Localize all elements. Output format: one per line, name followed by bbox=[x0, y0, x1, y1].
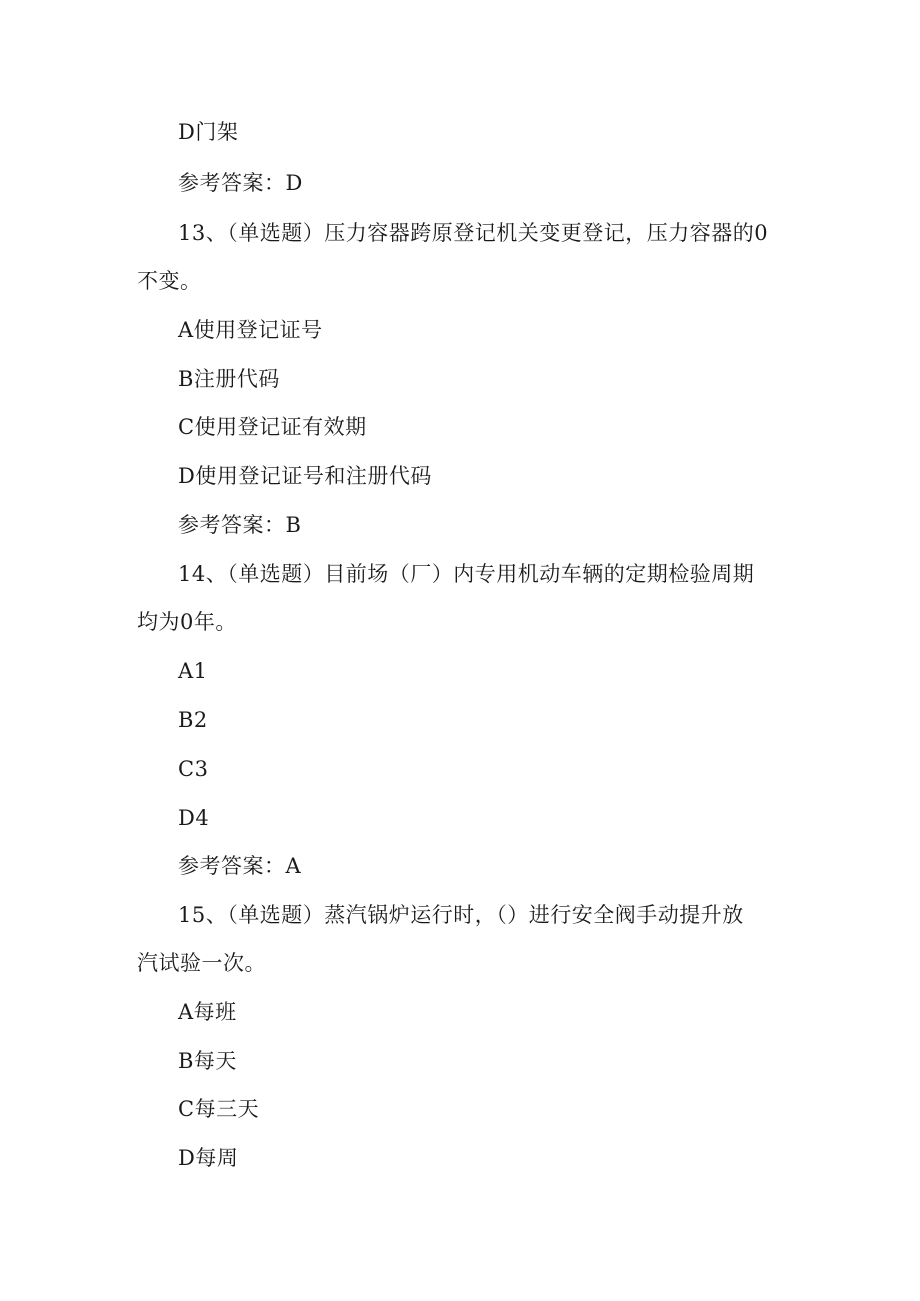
q12-option-d: D门架 bbox=[178, 120, 239, 144]
q13-stem-line1: 13、（单选题）压力容器跨原登记机关变更登记，压力容器的0 bbox=[178, 221, 769, 245]
q15-option-c: C每三天 bbox=[178, 1097, 260, 1121]
q15-option-a: A每班 bbox=[178, 1000, 237, 1024]
q13-option-a: A使用登记证号 bbox=[178, 318, 323, 342]
q14-option-b: B2 bbox=[178, 708, 208, 732]
q14-option-a: A1 bbox=[178, 659, 208, 683]
q13-option-b: B注册代码 bbox=[178, 367, 280, 391]
q14-stem-line2: 均为0年。 bbox=[137, 610, 237, 634]
q14-option-c: C3 bbox=[178, 757, 209, 781]
q14-option-d: D4 bbox=[178, 806, 210, 830]
q13-option-d: D使用登记证号和注册代码 bbox=[178, 464, 432, 488]
q13-option-c: C使用登记证有效期 bbox=[178, 415, 367, 439]
q15-option-d: D每周 bbox=[178, 1146, 239, 1170]
q12-answer: 参考答案：D bbox=[178, 171, 303, 195]
q15-stem-line1: 15、（单选题）蒸汽锅炉运行时，（）进行安全阀手动提升放 bbox=[178, 903, 744, 927]
q15-stem-line2: 汽试验一次。 bbox=[137, 951, 266, 975]
q13-stem-line2: 不变。 bbox=[137, 269, 202, 293]
q14-stem-line1: 14、（单选题）目前场（厂）内专用机动车辆的定期检验周期 bbox=[178, 562, 755, 586]
q13-answer: 参考答案：B bbox=[178, 513, 302, 537]
q15-option-b: B每天 bbox=[178, 1049, 237, 1073]
q14-answer: 参考答案：A bbox=[178, 854, 302, 878]
